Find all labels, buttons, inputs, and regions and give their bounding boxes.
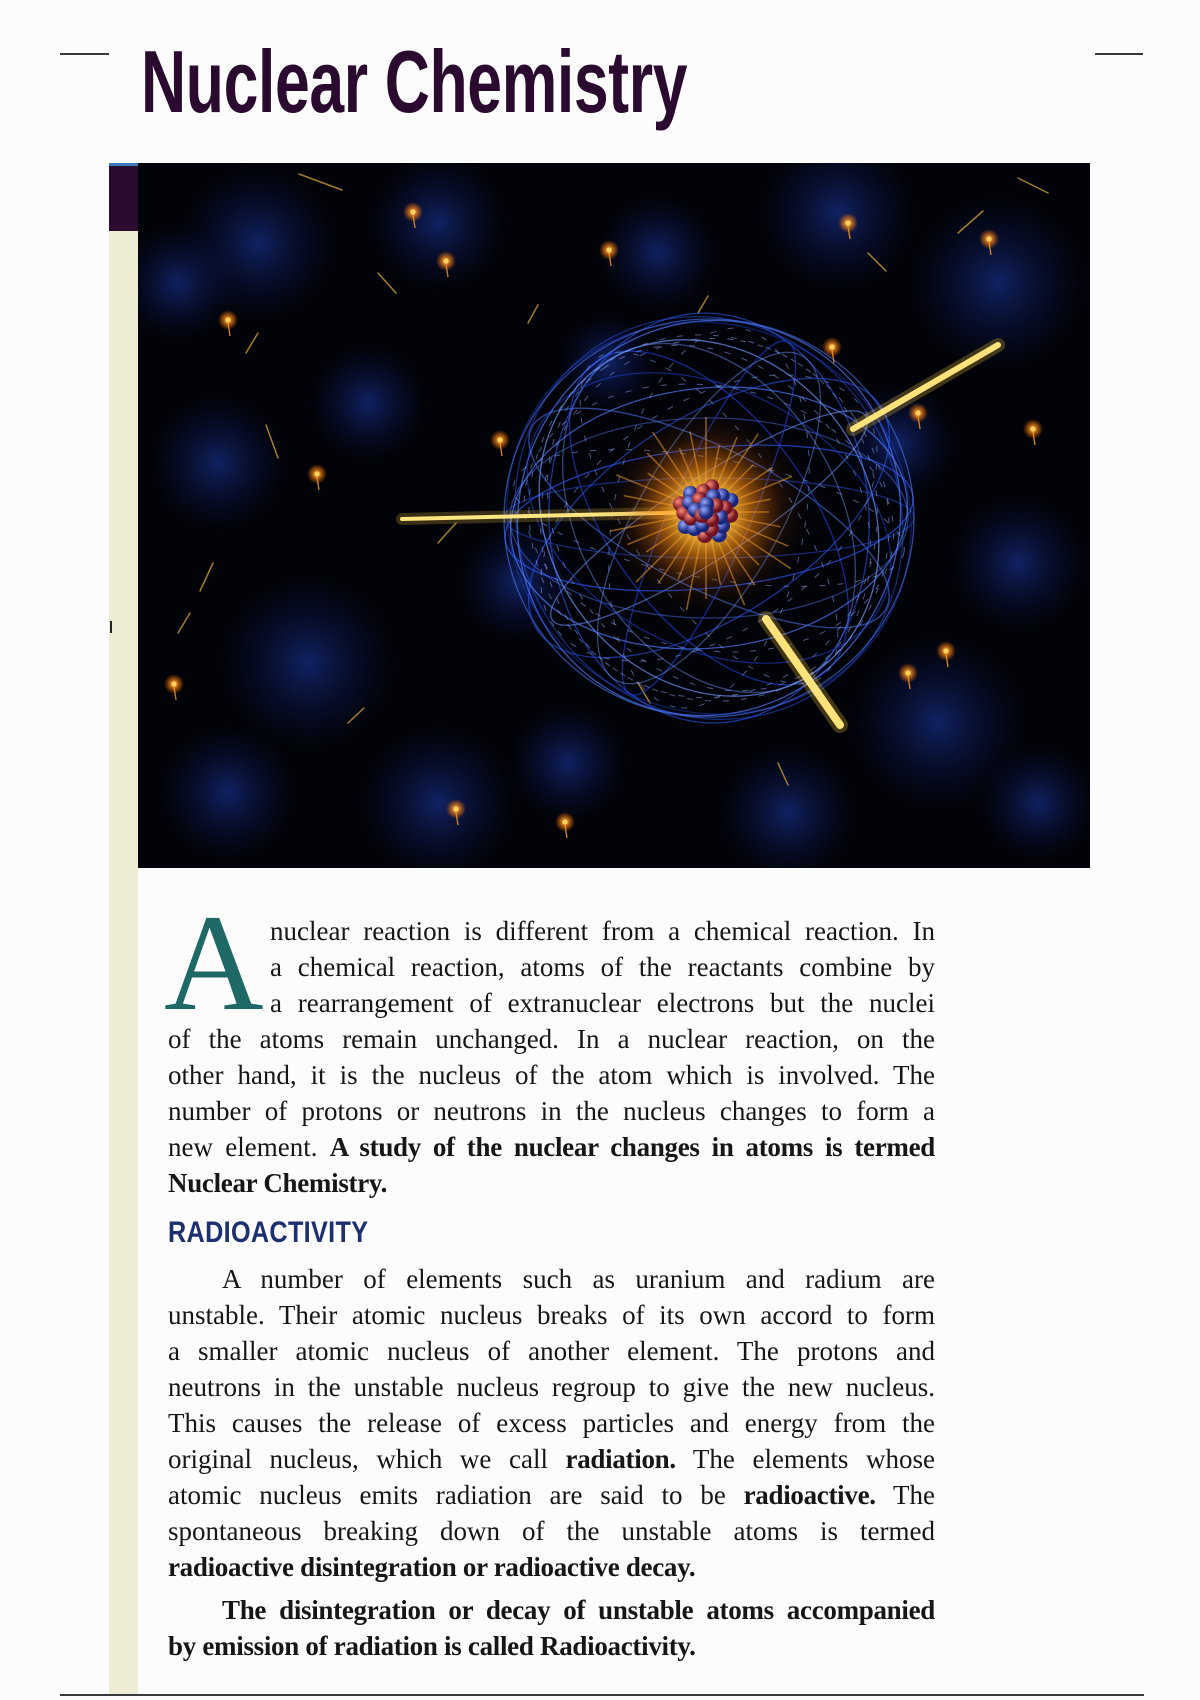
body-line-text: neutrons in the unstable nucleus regroup to give the new nucleus. xyxy=(168,1372,935,1402)
top-right-rule xyxy=(1095,53,1143,55)
intro-line xyxy=(168,949,935,985)
intro-line-text: new element. xyxy=(168,1132,318,1162)
definition-line-text: The disintegration or decay of unstable atoms accompanied xyxy=(222,1595,935,1625)
body-line xyxy=(168,1513,935,1549)
spark xyxy=(562,819,567,824)
haze-cloud xyxy=(148,393,288,533)
body-line xyxy=(168,1477,935,1513)
nuclear-reaction-illustration xyxy=(138,163,1090,868)
spark xyxy=(443,258,448,263)
body-line-text: This causes the release of excess particles and energy from the xyxy=(168,1408,935,1438)
spark xyxy=(915,410,920,415)
spark xyxy=(225,317,230,322)
haze-cloud xyxy=(948,493,1088,633)
neutron xyxy=(699,505,714,520)
haze-cloud xyxy=(308,343,428,463)
term-radioactive-decay: radioactive disintegration or radioactive decay. xyxy=(168,1552,696,1582)
drop-cap: A xyxy=(164,886,264,1039)
intro-line xyxy=(168,985,935,1021)
body-line xyxy=(168,1261,935,1297)
body-line-text: The xyxy=(893,1480,935,1510)
section-heading-radioactivity: RADIOACTIVITY xyxy=(168,1216,369,1249)
intro-line-text: number of protons or neutrons in the nucleus changes to form a xyxy=(168,1096,935,1126)
intro-line-text: other hand, it is the nucleus of the atom which is involved. The xyxy=(168,1060,935,1090)
radioactivity-paragraph xyxy=(168,1261,935,1585)
intro-line xyxy=(168,1057,935,1093)
intro-line xyxy=(168,1093,935,1129)
intro-line-text: a rearrangement of extranuclear electrons but the nuclei xyxy=(270,988,935,1018)
body-line-text: unstable. Their atomic nucleus breaks of its own accord to form xyxy=(168,1300,935,1330)
definition-bold-text: A study of the nuclear changes in atoms is termed xyxy=(329,1132,935,1162)
body-line xyxy=(168,1441,935,1477)
body-line-text: atomic nucleus emits radiation are said to be xyxy=(168,1480,726,1510)
sidebar-strip-mark xyxy=(110,621,112,633)
intro-line-text: nuclear reaction is different from a chemical reaction. In xyxy=(270,916,935,946)
spark xyxy=(829,344,834,349)
term-radiation: radiation. xyxy=(565,1444,676,1474)
body-line-text: original nucleus, which we call xyxy=(168,1444,548,1474)
spark xyxy=(410,209,415,214)
body-line xyxy=(168,1549,935,1585)
intro-line-text: a chemical reaction, atoms of the reactants combine by xyxy=(270,952,935,982)
spark xyxy=(905,670,910,675)
radioactivity-definition xyxy=(168,1592,935,1664)
intro-paragraph xyxy=(168,913,935,1201)
body-line-text: A number of elements such as uranium and radium are xyxy=(222,1264,935,1294)
haze-cloud xyxy=(158,723,298,863)
spark xyxy=(171,681,176,686)
definition-line-text: by emission of radiation is called Radioactivity. xyxy=(168,1631,696,1661)
definition-line xyxy=(168,1628,935,1664)
page-title: Nuclear Chemistry xyxy=(141,32,688,131)
body-line-text: The elements whose xyxy=(692,1444,935,1474)
body-line-text: a smaller atomic nucleus of another element. The protons and xyxy=(168,1336,935,1366)
spark xyxy=(497,437,502,442)
body-line xyxy=(168,1405,935,1441)
top-left-rule xyxy=(60,53,109,55)
intro-line xyxy=(168,1021,935,1057)
intro-line xyxy=(168,913,935,949)
intro-line xyxy=(168,1129,935,1165)
body-line xyxy=(168,1369,935,1405)
spark xyxy=(943,648,948,653)
sidebar-strip-top-block xyxy=(109,163,138,231)
definition-bold-text: Nuclear Chemistry. xyxy=(168,1168,388,1198)
chapter-illustration xyxy=(138,163,1090,868)
spark xyxy=(986,236,991,241)
body-line-text: spontaneous breaking down of the unstable atoms is termed xyxy=(168,1516,935,1546)
spark xyxy=(453,806,458,811)
sidebar-strip xyxy=(109,163,138,1694)
intro-line xyxy=(168,1165,935,1201)
definition-line xyxy=(168,1592,935,1628)
spark xyxy=(845,220,850,225)
spark xyxy=(606,247,611,252)
haze-cloud xyxy=(508,703,628,823)
bottom-rule xyxy=(60,1694,1144,1696)
spark xyxy=(1030,426,1035,431)
intro-line-text: of the atoms remain unchanged. In a nuclear reaction, on the xyxy=(168,1024,935,1054)
spark xyxy=(314,471,319,476)
body-line xyxy=(168,1297,935,1333)
body-line xyxy=(168,1333,935,1369)
term-radioactive: radioactive. xyxy=(743,1480,876,1510)
